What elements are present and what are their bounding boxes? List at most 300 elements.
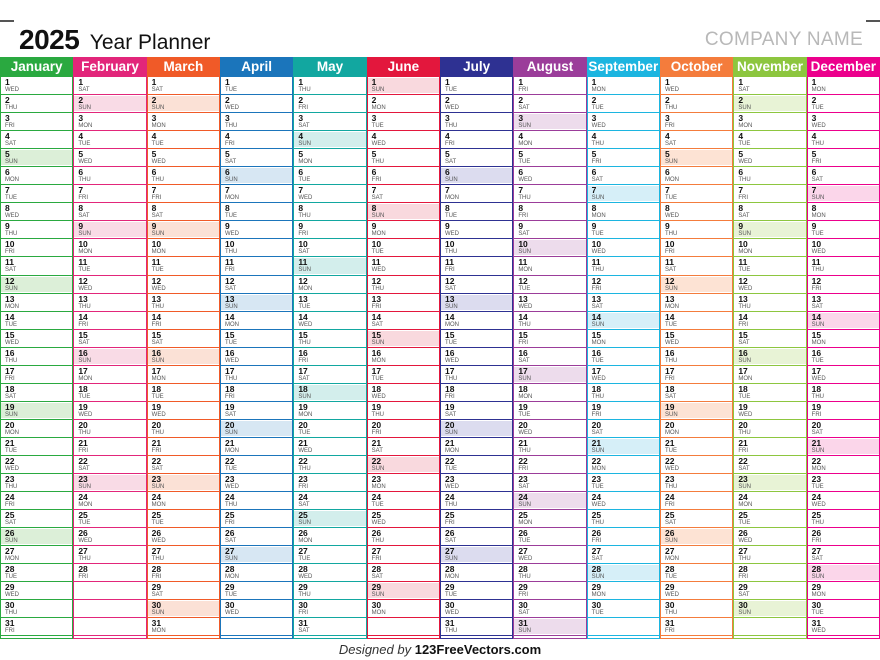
day-cell[interactable] bbox=[1, 600, 72, 618]
day-cell[interactable] bbox=[514, 348, 585, 366]
day-cell[interactable] bbox=[808, 149, 879, 167]
day-cell[interactable] bbox=[368, 257, 439, 275]
day-cell[interactable] bbox=[441, 167, 512, 185]
day-cell[interactable] bbox=[294, 528, 365, 546]
day-cell[interactable] bbox=[148, 366, 219, 384]
day-cell[interactable] bbox=[148, 203, 219, 221]
day-cell[interactable] bbox=[588, 564, 659, 582]
day-cell[interactable] bbox=[221, 257, 292, 275]
day-cell[interactable] bbox=[221, 203, 292, 221]
day-cell[interactable] bbox=[294, 294, 365, 312]
day-cell[interactable] bbox=[588, 95, 659, 113]
day-cell[interactable] bbox=[808, 474, 879, 492]
day-cell[interactable] bbox=[294, 167, 365, 185]
day-cell[interactable] bbox=[588, 203, 659, 221]
day-cell[interactable] bbox=[661, 438, 732, 456]
day-cell[interactable] bbox=[221, 294, 292, 312]
day-cell[interactable] bbox=[661, 149, 732, 167]
day-cell[interactable] bbox=[441, 438, 512, 456]
day-cell[interactable] bbox=[441, 330, 512, 348]
day-cell[interactable] bbox=[588, 420, 659, 438]
day-cell[interactable] bbox=[661, 492, 732, 510]
day-cell[interactable] bbox=[514, 510, 585, 528]
day-cell[interactable] bbox=[74, 149, 145, 167]
day-cell[interactable] bbox=[1, 474, 72, 492]
day-cell[interactable] bbox=[74, 312, 145, 330]
day-cell[interactable] bbox=[221, 510, 292, 528]
day-cell[interactable] bbox=[588, 330, 659, 348]
day-cell[interactable] bbox=[661, 312, 732, 330]
day-cell[interactable] bbox=[734, 384, 805, 402]
day-cell[interactable] bbox=[808, 546, 879, 564]
day-cell[interactable] bbox=[441, 276, 512, 294]
day-cell[interactable] bbox=[294, 546, 365, 564]
day-cell[interactable] bbox=[734, 239, 805, 257]
day-cell[interactable] bbox=[148, 239, 219, 257]
day-cell[interactable] bbox=[221, 276, 292, 294]
day-cell[interactable] bbox=[734, 167, 805, 185]
day-cell[interactable] bbox=[148, 546, 219, 564]
day-cell[interactable] bbox=[661, 366, 732, 384]
day-cell[interactable] bbox=[514, 546, 585, 564]
day-cell[interactable] bbox=[661, 330, 732, 348]
day-cell[interactable] bbox=[294, 239, 365, 257]
day-cell[interactable] bbox=[294, 402, 365, 420]
day-cell[interactable] bbox=[588, 348, 659, 366]
day-cell[interactable] bbox=[1, 276, 72, 294]
day-cell[interactable] bbox=[221, 402, 292, 420]
day-cell[interactable] bbox=[1, 618, 72, 636]
day-cell[interactable] bbox=[808, 185, 879, 203]
day-cell[interactable] bbox=[148, 420, 219, 438]
day-cell[interactable] bbox=[734, 474, 805, 492]
day-cell[interactable] bbox=[1, 564, 72, 582]
day-cell[interactable] bbox=[808, 167, 879, 185]
day-cell[interactable] bbox=[74, 185, 145, 203]
day-cell[interactable] bbox=[368, 384, 439, 402]
day-cell[interactable] bbox=[1, 582, 72, 600]
day-cell[interactable] bbox=[514, 257, 585, 275]
day-cell[interactable] bbox=[734, 456, 805, 474]
day-cell[interactable] bbox=[368, 276, 439, 294]
day-cell[interactable] bbox=[74, 203, 145, 221]
day-cell[interactable] bbox=[808, 492, 879, 510]
day-cell[interactable] bbox=[74, 294, 145, 312]
day-cell[interactable] bbox=[74, 257, 145, 275]
day-cell[interactable] bbox=[441, 510, 512, 528]
day-cell[interactable] bbox=[808, 312, 879, 330]
day-cell[interactable] bbox=[294, 185, 365, 203]
day-cell[interactable] bbox=[368, 438, 439, 456]
day-cell[interactable] bbox=[441, 582, 512, 600]
day-cell[interactable] bbox=[588, 294, 659, 312]
day-cell[interactable] bbox=[368, 528, 439, 546]
day-cell[interactable] bbox=[294, 564, 365, 582]
day-cell[interactable] bbox=[661, 77, 732, 95]
day-cell[interactable] bbox=[221, 330, 292, 348]
day-cell[interactable] bbox=[588, 312, 659, 330]
day-cell[interactable] bbox=[368, 456, 439, 474]
day-cell[interactable] bbox=[294, 474, 365, 492]
day-cell[interactable] bbox=[148, 276, 219, 294]
day-cell[interactable] bbox=[368, 149, 439, 167]
day-cell[interactable] bbox=[808, 348, 879, 366]
day-cell[interactable] bbox=[368, 113, 439, 131]
day-cell[interactable] bbox=[441, 492, 512, 510]
day-cell[interactable] bbox=[441, 113, 512, 131]
day-cell[interactable] bbox=[808, 239, 879, 257]
day-cell[interactable] bbox=[368, 402, 439, 420]
day-cell[interactable] bbox=[441, 95, 512, 113]
day-cell[interactable] bbox=[368, 474, 439, 492]
day-cell[interactable] bbox=[74, 77, 145, 95]
day-cell[interactable] bbox=[221, 474, 292, 492]
day-cell[interactable] bbox=[74, 348, 145, 366]
day-cell[interactable] bbox=[441, 474, 512, 492]
day-cell[interactable] bbox=[74, 366, 145, 384]
day-cell[interactable] bbox=[734, 113, 805, 131]
day-cell[interactable] bbox=[74, 528, 145, 546]
day-cell[interactable] bbox=[1, 438, 72, 456]
day-cell[interactable] bbox=[734, 149, 805, 167]
day-cell[interactable] bbox=[808, 564, 879, 582]
day-cell[interactable] bbox=[368, 95, 439, 113]
day-cell[interactable] bbox=[514, 77, 585, 95]
day-cell[interactable] bbox=[661, 348, 732, 366]
day-cell[interactable] bbox=[588, 582, 659, 600]
day-cell[interactable] bbox=[514, 438, 585, 456]
day-cell[interactable] bbox=[808, 366, 879, 384]
day-cell[interactable] bbox=[808, 203, 879, 221]
day-cell[interactable] bbox=[368, 600, 439, 618]
day-cell[interactable] bbox=[661, 384, 732, 402]
day-cell[interactable] bbox=[588, 492, 659, 510]
day-cell[interactable] bbox=[808, 384, 879, 402]
day-cell[interactable] bbox=[808, 420, 879, 438]
day-cell[interactable] bbox=[368, 420, 439, 438]
day-cell[interactable] bbox=[148, 221, 219, 239]
day-cell[interactable] bbox=[441, 185, 512, 203]
day-cell[interactable] bbox=[148, 600, 219, 618]
day-cell[interactable] bbox=[1, 510, 72, 528]
day-cell[interactable] bbox=[294, 203, 365, 221]
day-cell[interactable] bbox=[661, 474, 732, 492]
day-cell[interactable] bbox=[734, 348, 805, 366]
day-cell[interactable] bbox=[294, 257, 365, 275]
day-cell[interactable] bbox=[661, 420, 732, 438]
day-cell[interactable] bbox=[148, 167, 219, 185]
day-cell[interactable] bbox=[734, 185, 805, 203]
day-cell[interactable] bbox=[734, 221, 805, 239]
day-cell[interactable] bbox=[514, 312, 585, 330]
day-cell[interactable] bbox=[148, 312, 219, 330]
day-cell[interactable] bbox=[441, 600, 512, 618]
day-cell[interactable] bbox=[74, 510, 145, 528]
day-cell[interactable] bbox=[221, 131, 292, 149]
day-cell[interactable] bbox=[368, 239, 439, 257]
day-cell[interactable] bbox=[441, 402, 512, 420]
day-cell[interactable] bbox=[514, 294, 585, 312]
day-cell[interactable] bbox=[368, 294, 439, 312]
day-cell[interactable] bbox=[74, 95, 145, 113]
day-cell[interactable] bbox=[661, 546, 732, 564]
day-cell[interactable] bbox=[514, 456, 585, 474]
day-cell[interactable] bbox=[514, 384, 585, 402]
day-cell[interactable] bbox=[74, 221, 145, 239]
day-cell[interactable] bbox=[514, 185, 585, 203]
day-cell[interactable] bbox=[808, 618, 879, 636]
day-cell[interactable] bbox=[808, 276, 879, 294]
day-cell[interactable] bbox=[514, 474, 585, 492]
day-cell[interactable] bbox=[294, 312, 365, 330]
day-cell[interactable] bbox=[441, 257, 512, 275]
day-cell[interactable] bbox=[1, 528, 72, 546]
day-cell[interactable] bbox=[734, 492, 805, 510]
day-cell[interactable] bbox=[441, 456, 512, 474]
day-cell[interactable] bbox=[808, 113, 879, 131]
day-cell[interactable] bbox=[734, 582, 805, 600]
day-cell[interactable] bbox=[148, 149, 219, 167]
day-cell[interactable] bbox=[734, 402, 805, 420]
day-cell[interactable] bbox=[734, 294, 805, 312]
day-cell[interactable] bbox=[368, 564, 439, 582]
day-cell[interactable] bbox=[148, 257, 219, 275]
day-cell[interactable] bbox=[808, 77, 879, 95]
day-cell[interactable] bbox=[148, 384, 219, 402]
day-cell[interactable] bbox=[148, 113, 219, 131]
day-cell[interactable] bbox=[294, 420, 365, 438]
day-cell[interactable] bbox=[1, 456, 72, 474]
day-cell[interactable] bbox=[221, 438, 292, 456]
day-cell[interactable] bbox=[294, 600, 365, 618]
day-cell[interactable] bbox=[441, 366, 512, 384]
day-cell[interactable] bbox=[1, 420, 72, 438]
day-cell[interactable] bbox=[368, 221, 439, 239]
day-cell[interactable] bbox=[661, 95, 732, 113]
day-cell[interactable] bbox=[808, 294, 879, 312]
day-cell[interactable] bbox=[734, 276, 805, 294]
day-cell[interactable] bbox=[514, 239, 585, 257]
day-cell[interactable] bbox=[74, 276, 145, 294]
day-cell[interactable] bbox=[588, 113, 659, 131]
day-cell[interactable] bbox=[734, 203, 805, 221]
day-cell[interactable] bbox=[1, 113, 72, 131]
day-cell[interactable] bbox=[148, 294, 219, 312]
day-cell[interactable] bbox=[148, 474, 219, 492]
day-cell[interactable] bbox=[294, 131, 365, 149]
day-cell[interactable] bbox=[514, 366, 585, 384]
day-cell[interactable] bbox=[74, 384, 145, 402]
day-cell[interactable] bbox=[148, 618, 219, 636]
day-cell[interactable] bbox=[661, 276, 732, 294]
day-cell[interactable] bbox=[514, 203, 585, 221]
day-cell[interactable] bbox=[734, 600, 805, 618]
day-cell[interactable] bbox=[74, 438, 145, 456]
day-cell[interactable] bbox=[808, 257, 879, 275]
day-cell[interactable] bbox=[74, 330, 145, 348]
day-cell[interactable] bbox=[221, 456, 292, 474]
day-cell[interactable] bbox=[514, 167, 585, 185]
day-cell[interactable] bbox=[588, 456, 659, 474]
day-cell[interactable] bbox=[514, 564, 585, 582]
day-cell[interactable] bbox=[514, 221, 585, 239]
day-cell[interactable] bbox=[734, 257, 805, 275]
day-cell[interactable] bbox=[1, 546, 72, 564]
day-cell[interactable] bbox=[294, 77, 365, 95]
day-cell[interactable] bbox=[661, 600, 732, 618]
day-cell[interactable] bbox=[441, 203, 512, 221]
day-cell[interactable] bbox=[588, 77, 659, 95]
day-cell[interactable] bbox=[1, 294, 72, 312]
day-cell[interactable] bbox=[441, 420, 512, 438]
day-cell[interactable] bbox=[221, 564, 292, 582]
day-cell[interactable] bbox=[148, 510, 219, 528]
day-cell[interactable] bbox=[221, 384, 292, 402]
day-cell[interactable] bbox=[74, 402, 145, 420]
day-cell[interactable] bbox=[148, 402, 219, 420]
day-cell[interactable] bbox=[148, 582, 219, 600]
day-cell[interactable] bbox=[221, 348, 292, 366]
day-cell[interactable] bbox=[808, 402, 879, 420]
day-cell[interactable] bbox=[514, 492, 585, 510]
day-cell[interactable] bbox=[221, 492, 292, 510]
day-cell[interactable] bbox=[441, 131, 512, 149]
day-cell[interactable] bbox=[514, 618, 585, 636]
day-cell[interactable] bbox=[514, 402, 585, 420]
day-cell[interactable] bbox=[1, 257, 72, 275]
day-cell[interactable] bbox=[1, 366, 72, 384]
day-cell[interactable] bbox=[221, 149, 292, 167]
day-cell[interactable] bbox=[588, 528, 659, 546]
day-cell[interactable] bbox=[661, 257, 732, 275]
day-cell[interactable] bbox=[588, 131, 659, 149]
day-cell[interactable] bbox=[294, 492, 365, 510]
day-cell[interactable] bbox=[441, 546, 512, 564]
day-cell[interactable] bbox=[294, 582, 365, 600]
day-cell[interactable] bbox=[74, 420, 145, 438]
day-cell[interactable] bbox=[808, 600, 879, 618]
day-cell[interactable] bbox=[661, 131, 732, 149]
day-cell[interactable] bbox=[734, 528, 805, 546]
day-cell[interactable] bbox=[441, 312, 512, 330]
day-cell[interactable] bbox=[148, 492, 219, 510]
day-cell[interactable] bbox=[734, 131, 805, 149]
day-cell[interactable] bbox=[294, 149, 365, 167]
day-cell[interactable] bbox=[221, 221, 292, 239]
day-cell[interactable] bbox=[514, 420, 585, 438]
day-cell[interactable] bbox=[368, 348, 439, 366]
day-cell[interactable] bbox=[588, 546, 659, 564]
day-cell[interactable] bbox=[661, 402, 732, 420]
day-cell[interactable] bbox=[1, 221, 72, 239]
day-cell[interactable] bbox=[808, 510, 879, 528]
day-cell[interactable] bbox=[808, 456, 879, 474]
day-cell[interactable] bbox=[588, 438, 659, 456]
day-cell[interactable] bbox=[221, 167, 292, 185]
day-cell[interactable] bbox=[294, 221, 365, 239]
day-cell[interactable] bbox=[1, 492, 72, 510]
day-cell[interactable] bbox=[368, 510, 439, 528]
day-cell[interactable] bbox=[734, 438, 805, 456]
day-cell[interactable] bbox=[588, 276, 659, 294]
day-cell[interactable] bbox=[368, 203, 439, 221]
day-cell[interactable] bbox=[514, 330, 585, 348]
day-cell[interactable] bbox=[148, 185, 219, 203]
day-cell[interactable] bbox=[588, 600, 659, 618]
day-cell[interactable] bbox=[221, 600, 292, 618]
day-cell[interactable] bbox=[588, 384, 659, 402]
day-cell[interactable] bbox=[221, 239, 292, 257]
day-cell[interactable] bbox=[1, 203, 72, 221]
day-cell[interactable] bbox=[148, 564, 219, 582]
day-cell[interactable] bbox=[441, 239, 512, 257]
day-cell[interactable] bbox=[441, 294, 512, 312]
day-cell[interactable] bbox=[588, 510, 659, 528]
day-cell[interactable] bbox=[441, 77, 512, 95]
day-cell[interactable] bbox=[514, 528, 585, 546]
day-cell[interactable] bbox=[1, 402, 72, 420]
day-cell[interactable] bbox=[294, 510, 365, 528]
day-cell[interactable] bbox=[294, 366, 365, 384]
day-cell[interactable] bbox=[1, 384, 72, 402]
day-cell[interactable] bbox=[294, 618, 365, 636]
day-cell[interactable] bbox=[221, 366, 292, 384]
day-cell[interactable] bbox=[588, 474, 659, 492]
day-cell[interactable] bbox=[368, 492, 439, 510]
day-cell[interactable] bbox=[368, 185, 439, 203]
day-cell[interactable] bbox=[588, 239, 659, 257]
day-cell[interactable] bbox=[661, 618, 732, 636]
day-cell[interactable] bbox=[221, 582, 292, 600]
day-cell[interactable] bbox=[808, 221, 879, 239]
day-cell[interactable] bbox=[808, 438, 879, 456]
day-cell[interactable] bbox=[148, 456, 219, 474]
day-cell[interactable] bbox=[588, 149, 659, 167]
day-cell[interactable] bbox=[221, 312, 292, 330]
day-cell[interactable] bbox=[74, 131, 145, 149]
day-cell[interactable] bbox=[734, 77, 805, 95]
day-cell[interactable] bbox=[441, 348, 512, 366]
day-cell[interactable] bbox=[294, 330, 365, 348]
day-cell[interactable] bbox=[148, 438, 219, 456]
day-cell[interactable] bbox=[808, 528, 879, 546]
day-cell[interactable] bbox=[808, 95, 879, 113]
day-cell[interactable] bbox=[734, 312, 805, 330]
day-cell[interactable] bbox=[294, 438, 365, 456]
day-cell[interactable] bbox=[368, 77, 439, 95]
day-cell[interactable] bbox=[441, 528, 512, 546]
day-cell[interactable] bbox=[661, 510, 732, 528]
day-cell[interactable] bbox=[221, 113, 292, 131]
day-cell[interactable] bbox=[661, 564, 732, 582]
day-cell[interactable] bbox=[1, 348, 72, 366]
day-cell[interactable] bbox=[294, 95, 365, 113]
day-cell[interactable] bbox=[74, 456, 145, 474]
day-cell[interactable] bbox=[441, 618, 512, 636]
day-cell[interactable] bbox=[221, 95, 292, 113]
day-cell[interactable] bbox=[661, 221, 732, 239]
day-cell[interactable] bbox=[441, 564, 512, 582]
day-cell[interactable] bbox=[661, 456, 732, 474]
day-cell[interactable] bbox=[514, 95, 585, 113]
day-cell[interactable] bbox=[74, 113, 145, 131]
day-cell[interactable] bbox=[734, 546, 805, 564]
day-cell[interactable] bbox=[221, 77, 292, 95]
day-cell[interactable] bbox=[661, 239, 732, 257]
day-cell[interactable] bbox=[661, 582, 732, 600]
day-cell[interactable] bbox=[368, 546, 439, 564]
day-cell[interactable] bbox=[368, 330, 439, 348]
